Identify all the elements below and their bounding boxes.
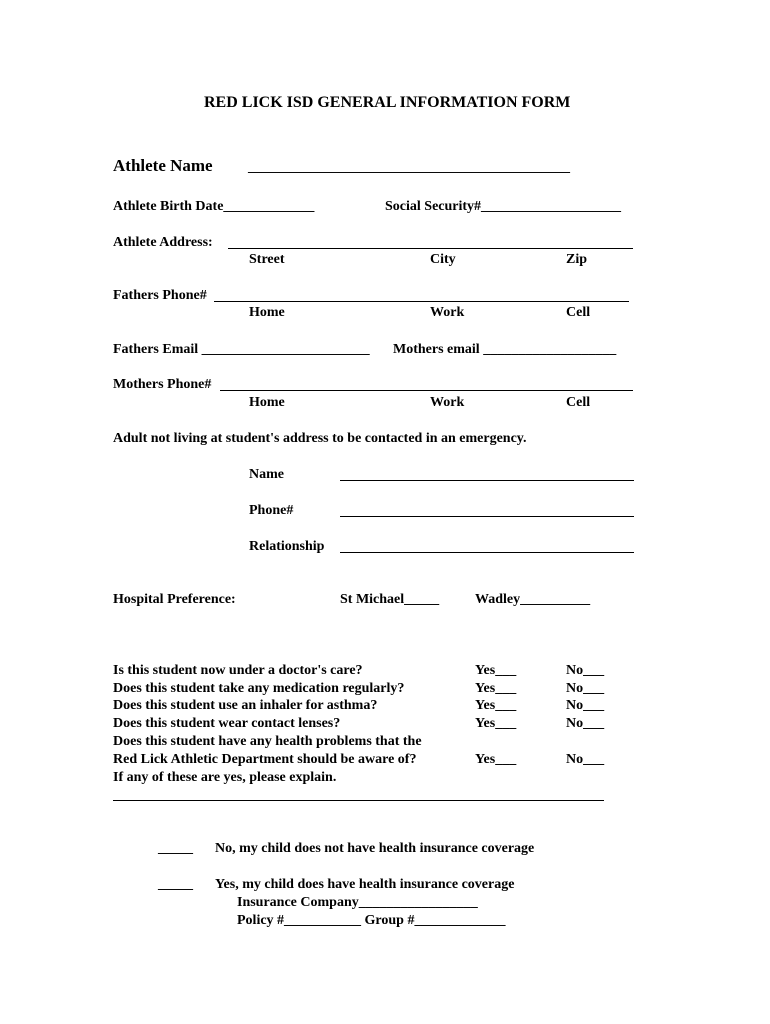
emergency-heading: Adult not living at student's address to be contacted in an emergency. [113,431,527,446]
health-q4: Does this student wear contact lenses? [113,716,341,731]
fathers-phone-home-caption: Home [249,305,285,320]
no-coverage-label: No, my child does not have health insurance coverage [215,841,535,856]
emergency-phone-label: Phone# [249,503,294,518]
policy-group-field[interactable]: Policy #___________ Group #_____________ [237,913,506,928]
birth-date-field[interactable]: Athlete Birth Date_____________ [113,199,315,214]
address-zip-caption: Zip [566,252,588,267]
address-street-caption: Street [249,252,285,267]
health-q5-no[interactable]: No___ [566,752,605,767]
fathers-email-field[interactable]: Fathers Email ________________________ [113,342,370,357]
health-q1-yes[interactable]: Yes___ [475,663,517,678]
emergency-name-label: Name [249,467,284,482]
yes-coverage-checkbox[interactable]: _____ [158,877,193,892]
mothers-phone-cell-caption: Cell [566,395,591,410]
mothers-phone-home-caption: Home [249,395,285,410]
health-explain-line[interactable] [113,800,604,801]
mothers-email-field[interactable]: Mothers email ___________________ [393,342,617,357]
address-line[interactable] [228,248,633,249]
health-q2-no[interactable]: No___ [566,681,605,696]
health-q3: Does this student use an inhaler for asthma? [113,698,378,713]
health-q5-yes[interactable]: Yes___ [475,752,517,767]
hospital-label: Hospital Preference: [113,592,236,607]
health-q1: Is this student now under a doctor's care? [113,663,363,678]
yes-coverage-label: Yes, my child does have health insurance coverage [215,877,515,892]
mothers-phone-line[interactable] [220,390,633,391]
address-label: Athlete Address: [113,235,213,250]
fathers-phone-work-caption: Work [430,305,465,320]
emergency-relationship-line[interactable] [340,552,634,553]
hospital-st-michael-option[interactable]: St Michael_____ [340,592,440,607]
health-q5-line1: Does this student have any health problems that the [113,734,422,749]
health-q3-yes[interactable]: Yes___ [475,698,517,713]
mothers-phone-label: Mothers Phone# [113,377,212,392]
address-city-caption: City [430,252,456,267]
fathers-phone-line[interactable] [214,301,629,302]
emergency-relationship-label: Relationship [249,539,325,554]
emergency-phone-line[interactable] [340,516,634,517]
insurance-company-field[interactable]: Insurance Company_________________ [237,895,478,910]
mothers-phone-work-caption: Work [430,395,465,410]
health-q2-yes[interactable]: Yes___ [475,681,517,696]
page-title: RED LICK ISD GENERAL INFORMATION FORM [204,94,571,111]
health-q5-line2: Red Lick Athletic Department should be aware of? [113,752,417,767]
hospital-wadley-option[interactable]: Wadley__________ [475,592,591,607]
health-q2: Does this student take any medication regularly? [113,681,405,696]
health-q4-no[interactable]: No___ [566,716,605,731]
fathers-phone-label: Fathers Phone# [113,288,207,303]
fathers-phone-cell-caption: Cell [566,305,591,320]
athlete-name-field[interactable]: ______________________________________________ [248,160,570,175]
health-explain-label: If any of these are yes, please explain. [113,770,337,785]
emergency-name-line[interactable] [340,480,634,481]
health-q3-no[interactable]: No___ [566,698,605,713]
athlete-name-label: Athlete Name [113,156,213,175]
ssn-field[interactable]: Social Security#____________________ [385,199,622,214]
health-q1-no[interactable]: No___ [566,663,605,678]
no-coverage-checkbox[interactable]: _____ [158,841,193,856]
health-q4-yes[interactable]: Yes___ [475,716,517,731]
